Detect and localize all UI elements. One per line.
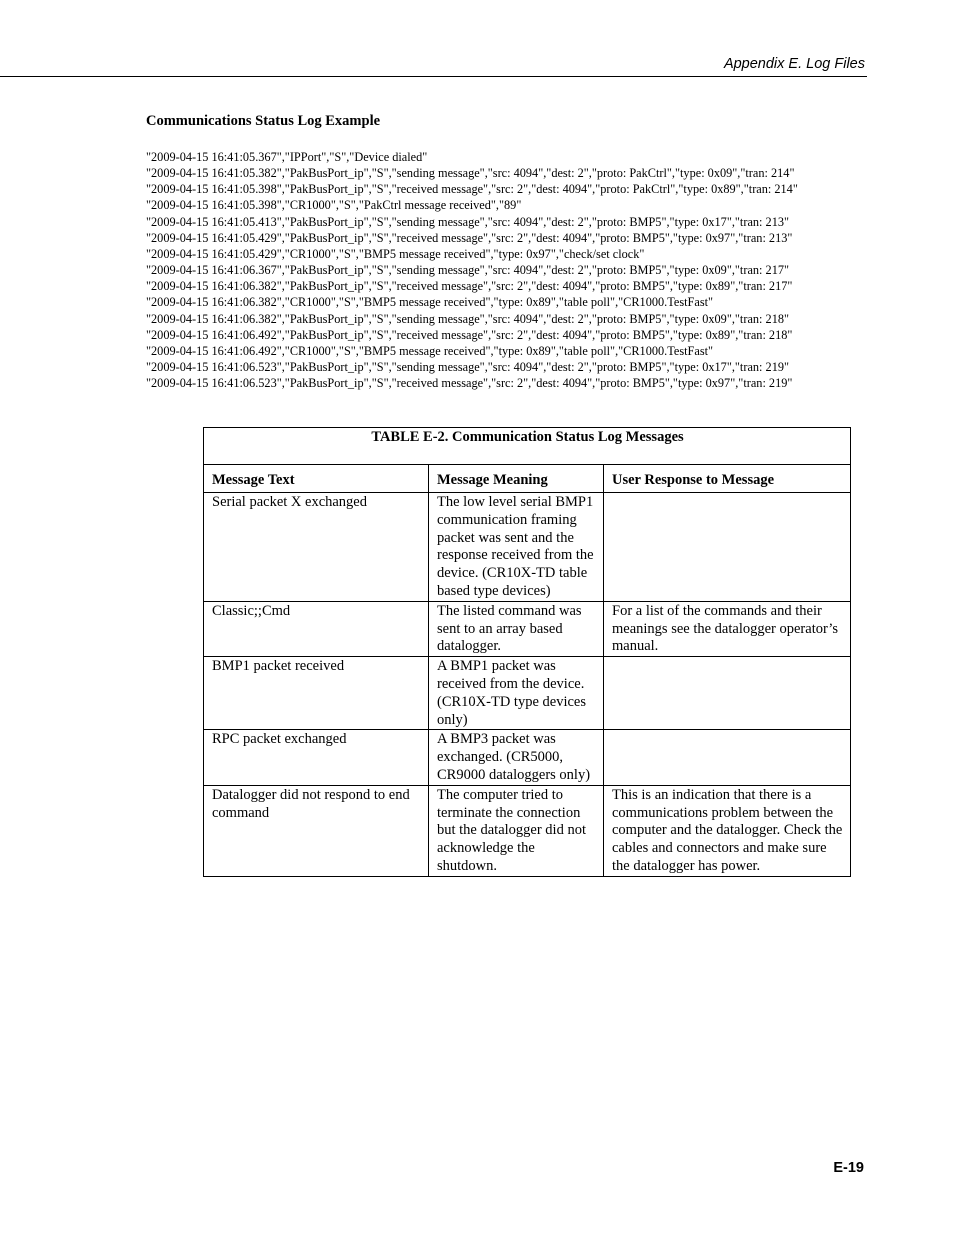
column-header: User Response to Message bbox=[604, 465, 851, 493]
log-line: "2009-04-15 16:41:06.523","PakBusPort_ip","S","received message","src: 2","dest: 4094","proto: BMP5","type: 0x97","tran: 219" bbox=[146, 376, 793, 391]
table-cell bbox=[604, 493, 851, 602]
table-cell: This is an indication that there is a communications problem between the computer and the datalogger. Check the cables and connectors and make sure the datalogger has power. bbox=[604, 785, 851, 876]
table-row bbox=[204, 493, 851, 602]
log-line: "2009-04-15 16:41:06.382","PakBusPort_ip","S","received message","src: 2","dest: 4094","proto: BMP5","type: 0x89","tran: 217" bbox=[146, 279, 793, 294]
log-line: "2009-04-15 16:41:05.382","PakBusPort_ip","S","sending message","src: 4094","dest: 2","proto: PakCtrl","type: 0x09","tran: 214" bbox=[146, 166, 795, 181]
log-line: "2009-04-15 16:41:06.367","PakBusPort_ip","S","sending message","src: 4094","dest: 2","proto: BMP5","type: 0x09","tran: 217" bbox=[146, 263, 790, 278]
column-header: Message Meaning bbox=[429, 465, 604, 493]
table-cell: RPC packet exchanged bbox=[204, 730, 429, 785]
log-example bbox=[146, 149, 906, 391]
table-caption-row bbox=[204, 428, 851, 465]
column-header: Message Text bbox=[204, 465, 429, 493]
running-header: Appendix E. Log Files bbox=[723, 56, 865, 72]
table-header-row bbox=[204, 465, 851, 493]
log-line: "2009-04-15 16:41:05.398","CR1000","S","PakCtrl message received","89" bbox=[146, 198, 522, 213]
table-caption: TABLE E-2. Communication Status Log Messages bbox=[204, 428, 851, 465]
header-rule bbox=[0, 76, 867, 77]
table-row bbox=[204, 785, 851, 876]
table-cell: For a list of the commands and their meanings see the datalogger operator’s manual. bbox=[604, 601, 851, 656]
table-cell: A BMP3 packet was exchanged. (CR5000, CR9000 dataloggers only) bbox=[429, 730, 604, 785]
page-number: E-19 bbox=[833, 1160, 864, 1176]
table-cell bbox=[604, 657, 851, 730]
table-cell: Serial packet X exchanged bbox=[204, 493, 429, 602]
log-line: "2009-04-15 16:41:05.398","PakBusPort_ip","S","received message","src: 2","dest: 4094","proto: PakCtrl","type: 0x89","tran: 214" bbox=[146, 182, 798, 197]
table-cell: The low level serial BMP1 communication framing packet was sent and the response received from the device. (CR10X-TD table based type devices) bbox=[429, 493, 604, 602]
log-line: "2009-04-15 16:41:06.382","CR1000","S","BMP5 message received","type: 0x89","table poll","CR1000.TestFast" bbox=[146, 295, 714, 310]
section-heading: Communications Status Log Example bbox=[146, 113, 381, 129]
log-line: "2009-04-15 16:41:06.523","PakBusPort_ip","S","sending message","src: 4094","dest: 2","proto: BMP5","type: 0x17","tran: 219" bbox=[146, 360, 790, 375]
log-line: "2009-04-15 16:41:06.382","PakBusPort_ip","S","sending message","src: 4094","dest: 2","proto: BMP5","type: 0x09","tran: 218" bbox=[146, 311, 790, 326]
table-row bbox=[204, 657, 851, 730]
log-line: "2009-04-15 16:41:05.413","PakBusPort_ip","S","sending message","src: 4094","dest: 2","proto: BMP5","type: 0x17","tran: 213" bbox=[146, 214, 790, 229]
table-row bbox=[204, 601, 851, 656]
log-line: "2009-04-15 16:41:05.429","PakBusPort_ip","S","received message","src: 2","dest: 4094","proto: BMP5","type: 0x97","tran: 213" bbox=[146, 230, 793, 245]
table-cell: Classic;;Cmd bbox=[204, 601, 429, 656]
table-row bbox=[204, 730, 851, 785]
table-cell: A BMP1 packet was received from the device. (CR10X-TD type devices only) bbox=[429, 657, 604, 730]
table-cell: Datalogger did not respond to end command bbox=[204, 785, 429, 876]
status-messages-table bbox=[203, 427, 851, 877]
log-line: "2009-04-15 16:41:06.492","CR1000","S","BMP5 message received","type: 0x89","table poll","CR1000.TestFast" bbox=[146, 343, 714, 358]
table-cell bbox=[604, 730, 851, 785]
log-line: "2009-04-15 16:41:05.367","IPPort","S","Device dialed" bbox=[146, 150, 428, 164]
log-line: "2009-04-15 16:41:06.492","PakBusPort_ip","S","received message","src: 2","dest: 4094","proto: BMP5","type: 0x89","tran: 218" bbox=[146, 327, 793, 342]
log-line: "2009-04-15 16:41:05.429","CR1000","S","BMP5 message received","type: 0x97","check/set clock" bbox=[146, 246, 645, 261]
table-cell: BMP1 packet received bbox=[204, 657, 429, 730]
table-cell: The listed command was sent to an array based datalogger. bbox=[429, 601, 604, 656]
table-cell: The computer tried to terminate the connection but the datalogger did not acknowledge the shutdown. bbox=[429, 785, 604, 876]
